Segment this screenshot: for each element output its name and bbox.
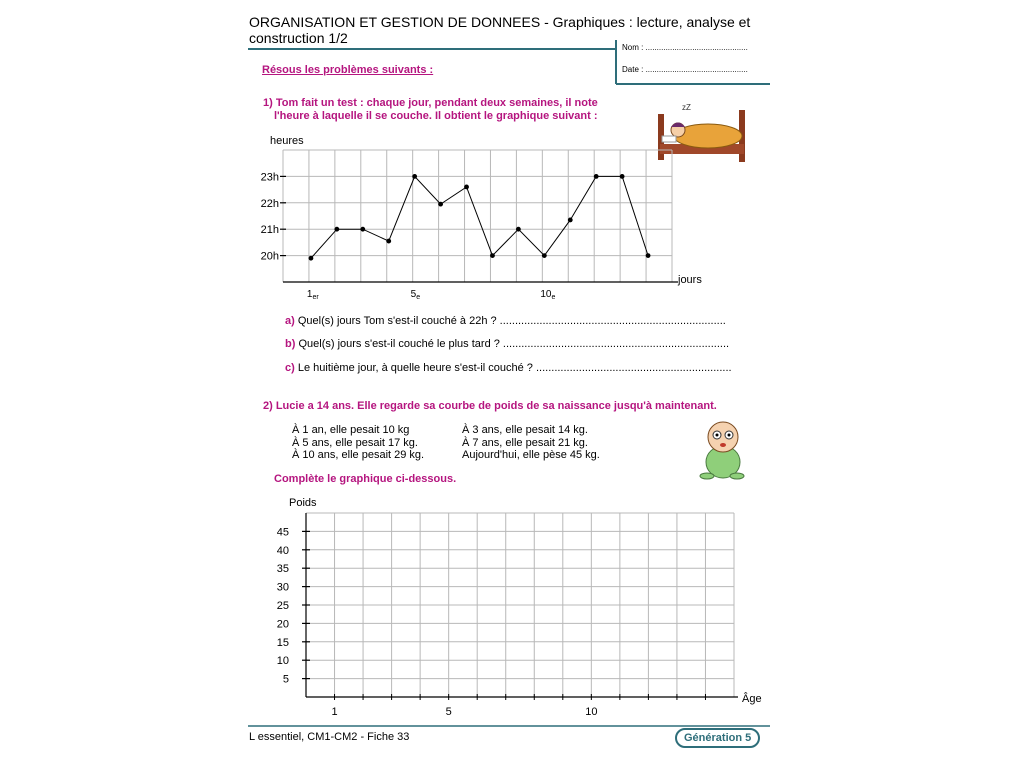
tick-labels [277,497,762,718]
question-c-label: c) [285,362,295,374]
data-point [360,227,365,232]
weight-entry: À 1 an, elle pesait 10 kg [292,424,410,436]
x-tick-number: 10 [540,289,552,300]
data-point [386,239,391,244]
y-tick-label: 23h [260,171,279,184]
weights-column-1 [292,424,424,462]
data-point [309,256,314,261]
y-tick-label: 21h [260,224,279,237]
y-tick-label: 25 [276,600,289,612]
x-tick-number: 1 [306,289,313,300]
y-tick-label: 45 [276,526,289,539]
y-tick-label: 22h [260,197,279,210]
series-line [311,176,648,258]
question-b-label: b) [285,338,296,350]
weights-column-2 [462,424,600,462]
y-axis-title: heures [270,135,304,147]
x-tick-label: 1 [331,706,338,718]
svg-text:zZ: zZ [682,103,691,112]
y-tick-label: 5 [282,673,289,686]
y-tick-label: 20 [276,618,289,631]
x-tick-suffix: e [551,294,556,301]
chart-axes [302,513,738,700]
x-axis-title: Âge [742,693,762,705]
data-point [334,227,339,232]
x-tick-label [540,289,555,301]
y-tick-label: 20h [260,250,279,263]
weight-entry: À 5 ans, elle pesait 17 kg. [292,436,418,449]
question-a-text: Quel(s) jours Tom s'est-il couché à 22h ? .......................................................................... [297,315,726,327]
question-c-text: Le huitième jour, à quelle heure s'est-il couché ? ................................................................ [297,362,732,374]
x-tick-number: 5 [410,289,417,300]
x-axis-title: jours [678,274,702,286]
x-tick-label [307,289,319,301]
data-point [490,253,495,258]
weight-entry: À 10 ans, elle pesait 29 kg. [292,449,425,461]
problem2-heading: 2) Lucie a 14 ans. Elle regarde sa courbe de poids de sa naissance jusqu'à maintenant. [263,400,717,412]
data-point [464,185,469,190]
data-point [412,174,417,179]
problem1-line1: 1) Tom fait un test : chaque jour, pendant deux semaines, il note [263,97,598,109]
data-point [516,227,521,232]
weight-empty-chart [260,490,770,720]
data-point [542,253,547,258]
question-a [285,315,726,327]
data-point [594,174,599,179]
page-title: ORGANISATION ET GESTION DE DONNEES - Graphiques : lecture, analyse et construction 1/2 [249,14,751,46]
x-tick-suffix: er [312,294,319,301]
data-point [646,253,651,258]
weight-entry: Aujourd'hui, elle pèse 45 kg. [462,449,600,461]
baby-illustration [695,418,753,480]
data-point [438,202,443,207]
data-point [620,174,625,179]
data-points [309,174,651,261]
weight-entry: À 3 ans, elle pesait 14 kg. [462,424,588,436]
data-point [568,218,573,223]
y-axis-title: Poids [289,497,317,509]
y-tick-label: 15 [276,636,289,649]
data-line [311,176,648,258]
publisher-badge: Génération 5 [675,728,760,748]
question-b [285,338,729,350]
question-a-label: a) [285,315,295,327]
problem2-instruction: Complète le graphique ci-dessous. [274,473,457,485]
problem1-line2: l'heure à laquelle il se couche. Il obtient le graphique suivant : [274,110,598,122]
y-tick-label: 10 [276,655,289,668]
bedtime-line-chart [250,130,730,305]
question-c [285,362,732,374]
question-b-text: Quel(s) jours s'est-il couché le plus tard ? .......................................................................... [298,338,730,350]
name-field: Nom : .............................................. [622,43,748,52]
x-tick-label [411,289,421,301]
date-field: Date : .............................................. [622,65,748,74]
x-tick-suffix: e [416,294,421,301]
instruction: Résous les problèmes suivants : [262,64,434,76]
y-tick-label: 40 [276,544,289,557]
x-tick-label: 10 [585,706,598,718]
x-tick-label: 5 [445,706,452,718]
y-tick-label: 30 [276,581,289,594]
chart-grid [306,513,734,697]
y-tick-label: 35 [276,563,289,576]
weight-entry: À 7 ans, elle pesait 21 kg. [462,436,588,449]
footer-text: L essentiel, CM1-CM2 - Fiche 33 [249,731,410,743]
